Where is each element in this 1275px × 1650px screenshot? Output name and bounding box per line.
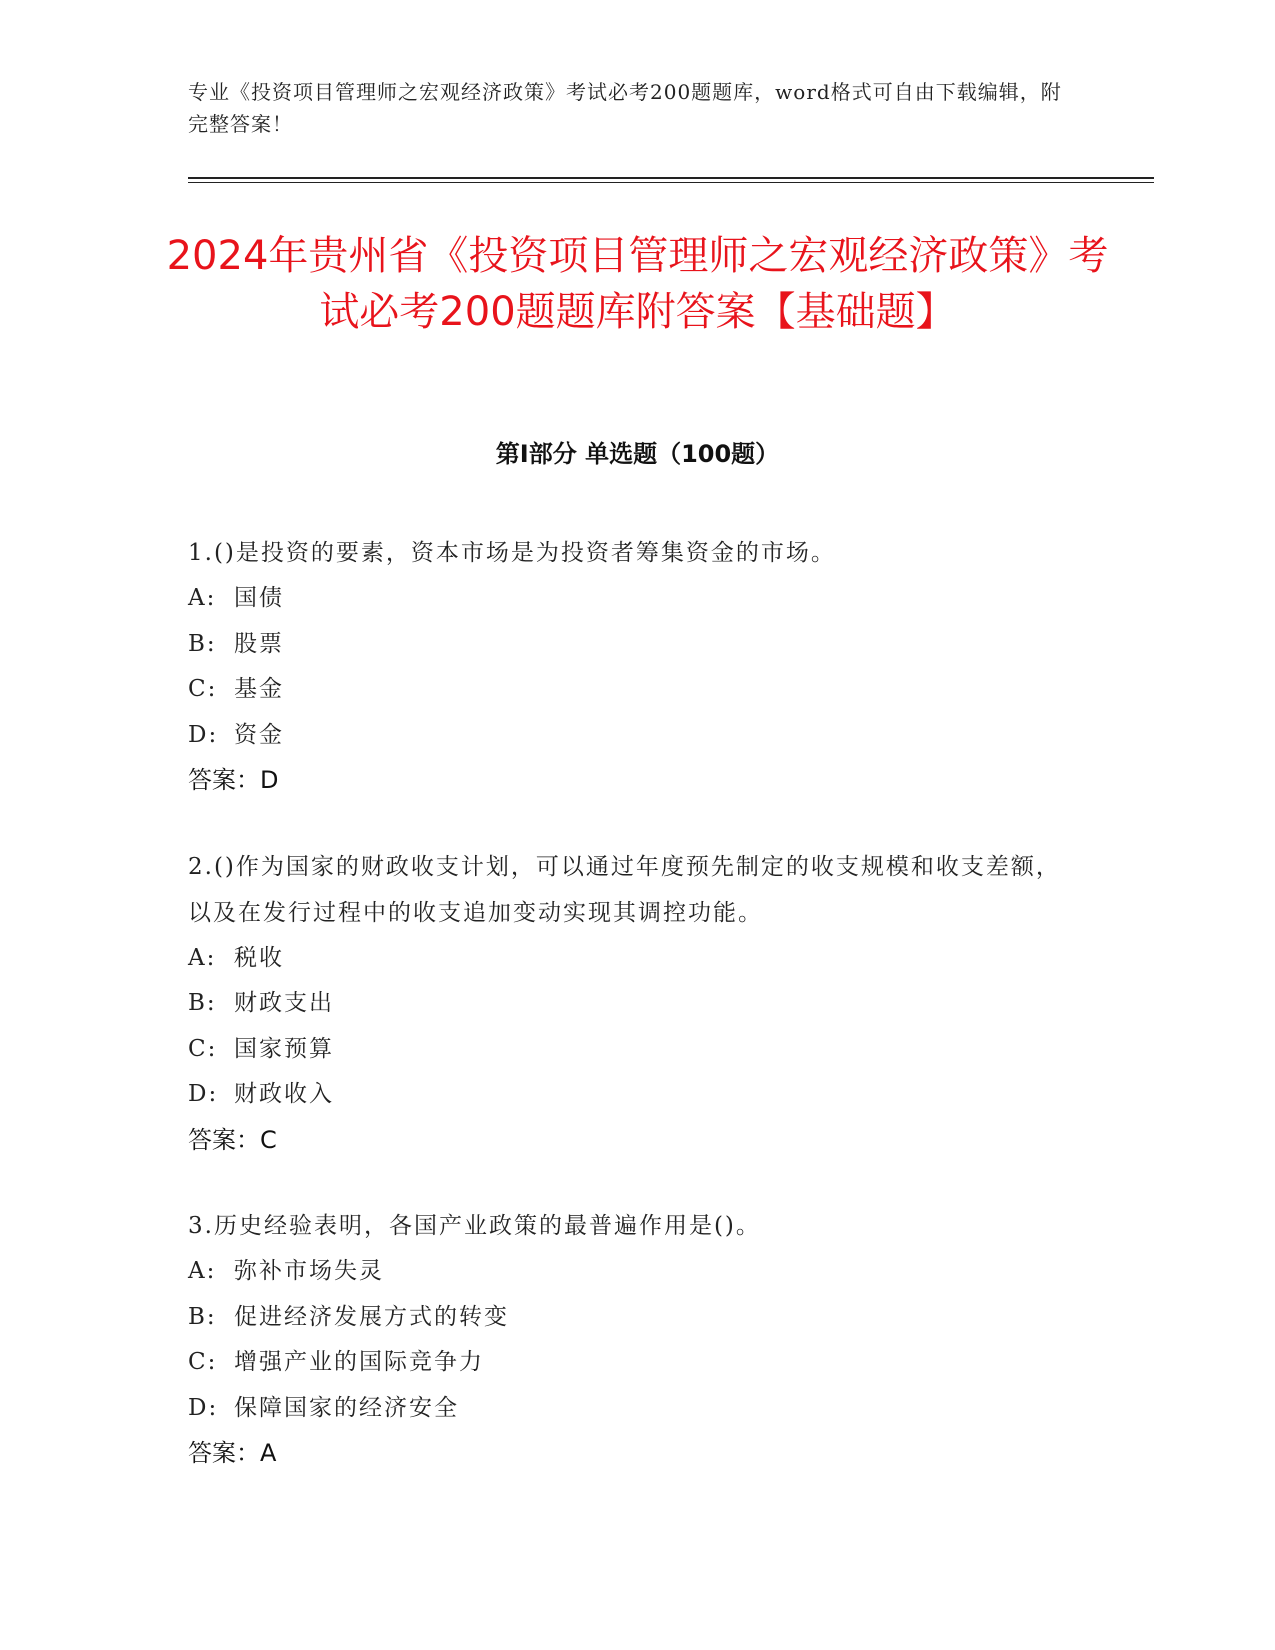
option-letter: C:	[188, 1349, 218, 1375]
option-text: 促进经济发展方式的转变	[234, 1303, 509, 1330]
option-b	[188, 622, 1068, 668]
option-a	[188, 936, 1068, 982]
option-text: 弥补市场失灵	[234, 1258, 384, 1284]
option-text: 国债	[234, 585, 284, 611]
option-text: 保障国家的经济安全	[234, 1394, 459, 1421]
option-text: 财政支出	[234, 990, 334, 1016]
option-b	[188, 981, 1068, 1027]
option-c	[188, 1027, 1068, 1073]
answer-line	[188, 1431, 1068, 1477]
option-text: 税收	[234, 944, 284, 971]
answer-line	[188, 1118, 1068, 1164]
option-letter: A:	[188, 944, 217, 971]
option-c	[188, 667, 1068, 713]
question-stem: 1.()是投资的要素，资本市场是为投资者筹集资金的市场。	[188, 540, 836, 566]
option-c	[188, 1340, 1068, 1386]
header-note: 专业《投资项目管理师之宏观经济政策》考试必考200题题库，word格式可自由下载编辑，附完整答案！	[188, 80, 1062, 136]
option-letter: C:	[188, 676, 218, 702]
option-text: 增强产业的国际竞争力	[234, 1349, 484, 1375]
option-d	[188, 1072, 1068, 1118]
option-text: 基金	[234, 676, 284, 702]
option-a	[188, 1249, 1068, 1295]
question-stem: 3.历史经验表明，各国产业政策的最普遍作用是()。	[188, 1213, 761, 1239]
option-d	[188, 1386, 1068, 1432]
option-letter: A:	[188, 585, 217, 611]
question-2	[188, 844, 1068, 1164]
option-letter: D:	[188, 1394, 219, 1421]
question-3	[188, 1203, 1068, 1477]
option-a	[188, 576, 1068, 622]
answer-label: 答案：	[188, 1125, 260, 1154]
option-letter: D:	[188, 1081, 219, 1107]
answer-line	[188, 758, 1068, 804]
option-letter: B:	[188, 630, 217, 657]
question-list	[188, 530, 1068, 1517]
answer-label: 答案：	[188, 1439, 260, 1467]
option-letter: A:	[188, 1258, 217, 1284]
option-letter: B:	[188, 990, 217, 1016]
option-letter: C:	[188, 1035, 218, 1062]
option-text: 资金	[234, 721, 284, 748]
option-d	[188, 713, 1068, 759]
answer-value: D	[260, 766, 279, 794]
answer-value: A	[260, 1439, 277, 1467]
question-stem: 2.()作为国家的财政收支计划，可以通过年度预先制定的收支规模和收支差额，以及在发行过程中的收支追加变动实现其调控功能。	[188, 853, 1061, 926]
document-title: 2024年贵州省《投资项目管理师之宏观经济政策》考试必考200题题库附答案【基础题】	[166, 233, 1109, 335]
header-rule-thick	[188, 177, 1154, 179]
answer-label: 答案：	[188, 766, 260, 794]
question-1	[188, 530, 1068, 804]
option-letter: B:	[188, 1303, 217, 1330]
section-heading: 第I部分 单选题（100题）	[495, 440, 780, 468]
option-text: 财政收入	[234, 1081, 334, 1107]
option-text: 国家预算	[234, 1035, 334, 1062]
answer-value: C	[260, 1125, 277, 1154]
header-rule-thin	[188, 182, 1154, 183]
option-letter: D:	[188, 721, 219, 748]
option-text: 股票	[234, 630, 284, 657]
option-b	[188, 1295, 1068, 1341]
